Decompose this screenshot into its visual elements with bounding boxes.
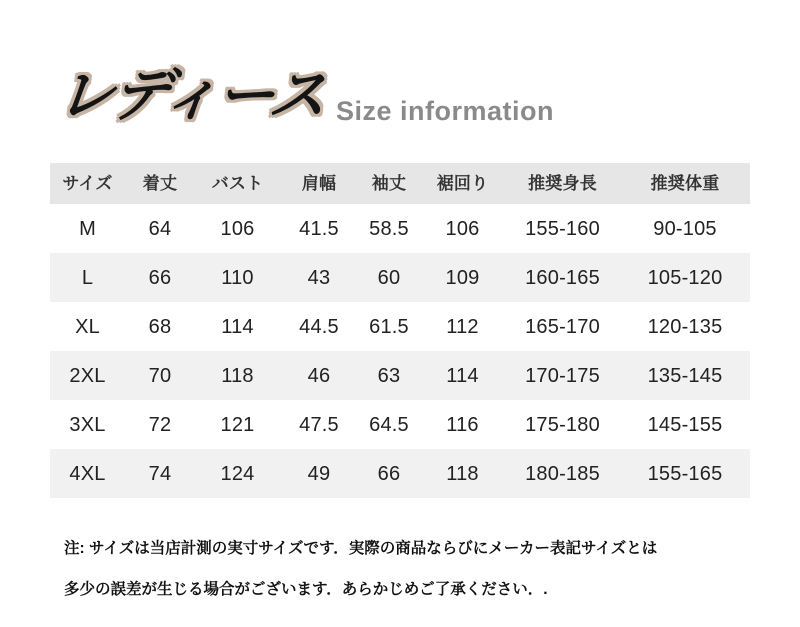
table-cell: 165-170 xyxy=(525,315,600,338)
table-cell: 120-135 xyxy=(647,315,723,338)
table-cell: 109 xyxy=(445,266,480,289)
header-cell: 推奨体重 xyxy=(650,174,720,193)
table-cell: 70 xyxy=(148,364,172,387)
table-cell: 118 xyxy=(446,462,479,485)
table-cell: 68 xyxy=(148,315,172,338)
header-cell: 裾回り xyxy=(436,174,489,193)
table-row xyxy=(50,204,750,253)
table-cell: 114 xyxy=(446,364,479,387)
table-cell: 74 xyxy=(148,462,172,485)
table-cell: 106 xyxy=(220,217,255,240)
header-cell: 袖丈 xyxy=(371,174,407,193)
size-information-subtitle: Size information xyxy=(336,96,555,126)
table-cell: M xyxy=(79,217,96,240)
table-cell: 64.5 xyxy=(369,413,409,436)
table-row xyxy=(50,253,750,302)
table-row xyxy=(50,351,750,400)
header-cell: バスト xyxy=(211,174,264,193)
table-cell: 47.5 xyxy=(299,413,339,436)
table-row xyxy=(50,449,750,498)
table-cell: 121 xyxy=(220,413,255,436)
table-header-row xyxy=(50,163,750,204)
table-cell: 135-145 xyxy=(647,364,723,387)
header-cell: 肩幅 xyxy=(301,174,337,193)
table-cell: 44.5 xyxy=(299,315,339,338)
table-cell: 106 xyxy=(445,217,480,240)
table-cell: L xyxy=(81,266,94,289)
table-cell: 43 xyxy=(307,266,331,289)
table-cell: 124 xyxy=(220,462,255,485)
header-cell: サイズ xyxy=(62,174,113,193)
table-cell: XL xyxy=(75,315,100,338)
table-cell: 41.5 xyxy=(299,217,339,240)
table-cell: 64 xyxy=(148,217,172,240)
size-table xyxy=(50,163,750,498)
table-cell: 3XL xyxy=(69,413,106,436)
header-cell: 着丈 xyxy=(142,174,178,193)
table-cell: 60 xyxy=(377,266,401,289)
table-cell: 116 xyxy=(446,413,479,436)
table-cell: 170-175 xyxy=(525,364,600,387)
table-cell: 110 xyxy=(221,266,254,289)
table-cell: 2XL xyxy=(69,364,106,387)
table-cell: 58.5 xyxy=(369,217,409,240)
disclaimer-note xyxy=(64,528,744,610)
table-body xyxy=(50,204,750,498)
table-cell: 155-165 xyxy=(647,462,723,485)
table-cell: 160-165 xyxy=(525,266,600,289)
table-cell: 66 xyxy=(148,266,172,289)
table-row xyxy=(50,302,750,351)
table-cell: 180-185 xyxy=(525,462,600,485)
table-cell: 145-155 xyxy=(647,413,723,436)
table-row xyxy=(50,400,750,449)
table-cell: 63 xyxy=(377,364,401,387)
disclaimer-line-1: 注: サイズは当店計測の実寸サイズです．実際の商品ならびにメーカー表記サイズとは xyxy=(64,540,658,557)
table-cell: 4XL xyxy=(69,462,106,485)
table-cell: 155-160 xyxy=(525,217,600,240)
table-cell: 49 xyxy=(307,462,331,485)
table-cell: 46 xyxy=(307,364,331,387)
table-cell: 66 xyxy=(377,462,401,485)
page-title-ladies: レディース xyxy=(52,61,328,129)
table-cell: 175-180 xyxy=(525,413,600,436)
table-cell: 105-120 xyxy=(647,266,723,289)
table-cell: 118 xyxy=(221,364,254,387)
header-cell: 推奨身長 xyxy=(528,174,597,193)
disclaimer-line-2: 多少の誤差が生じる場合がございます．あらかじめご了承ください．. xyxy=(64,581,548,598)
table-cell: 114 xyxy=(221,315,254,338)
table-cell: 72 xyxy=(148,413,172,436)
table-cell: 112 xyxy=(446,315,479,338)
table-cell: 90-105 xyxy=(653,217,717,240)
table-cell: 61.5 xyxy=(369,315,409,338)
